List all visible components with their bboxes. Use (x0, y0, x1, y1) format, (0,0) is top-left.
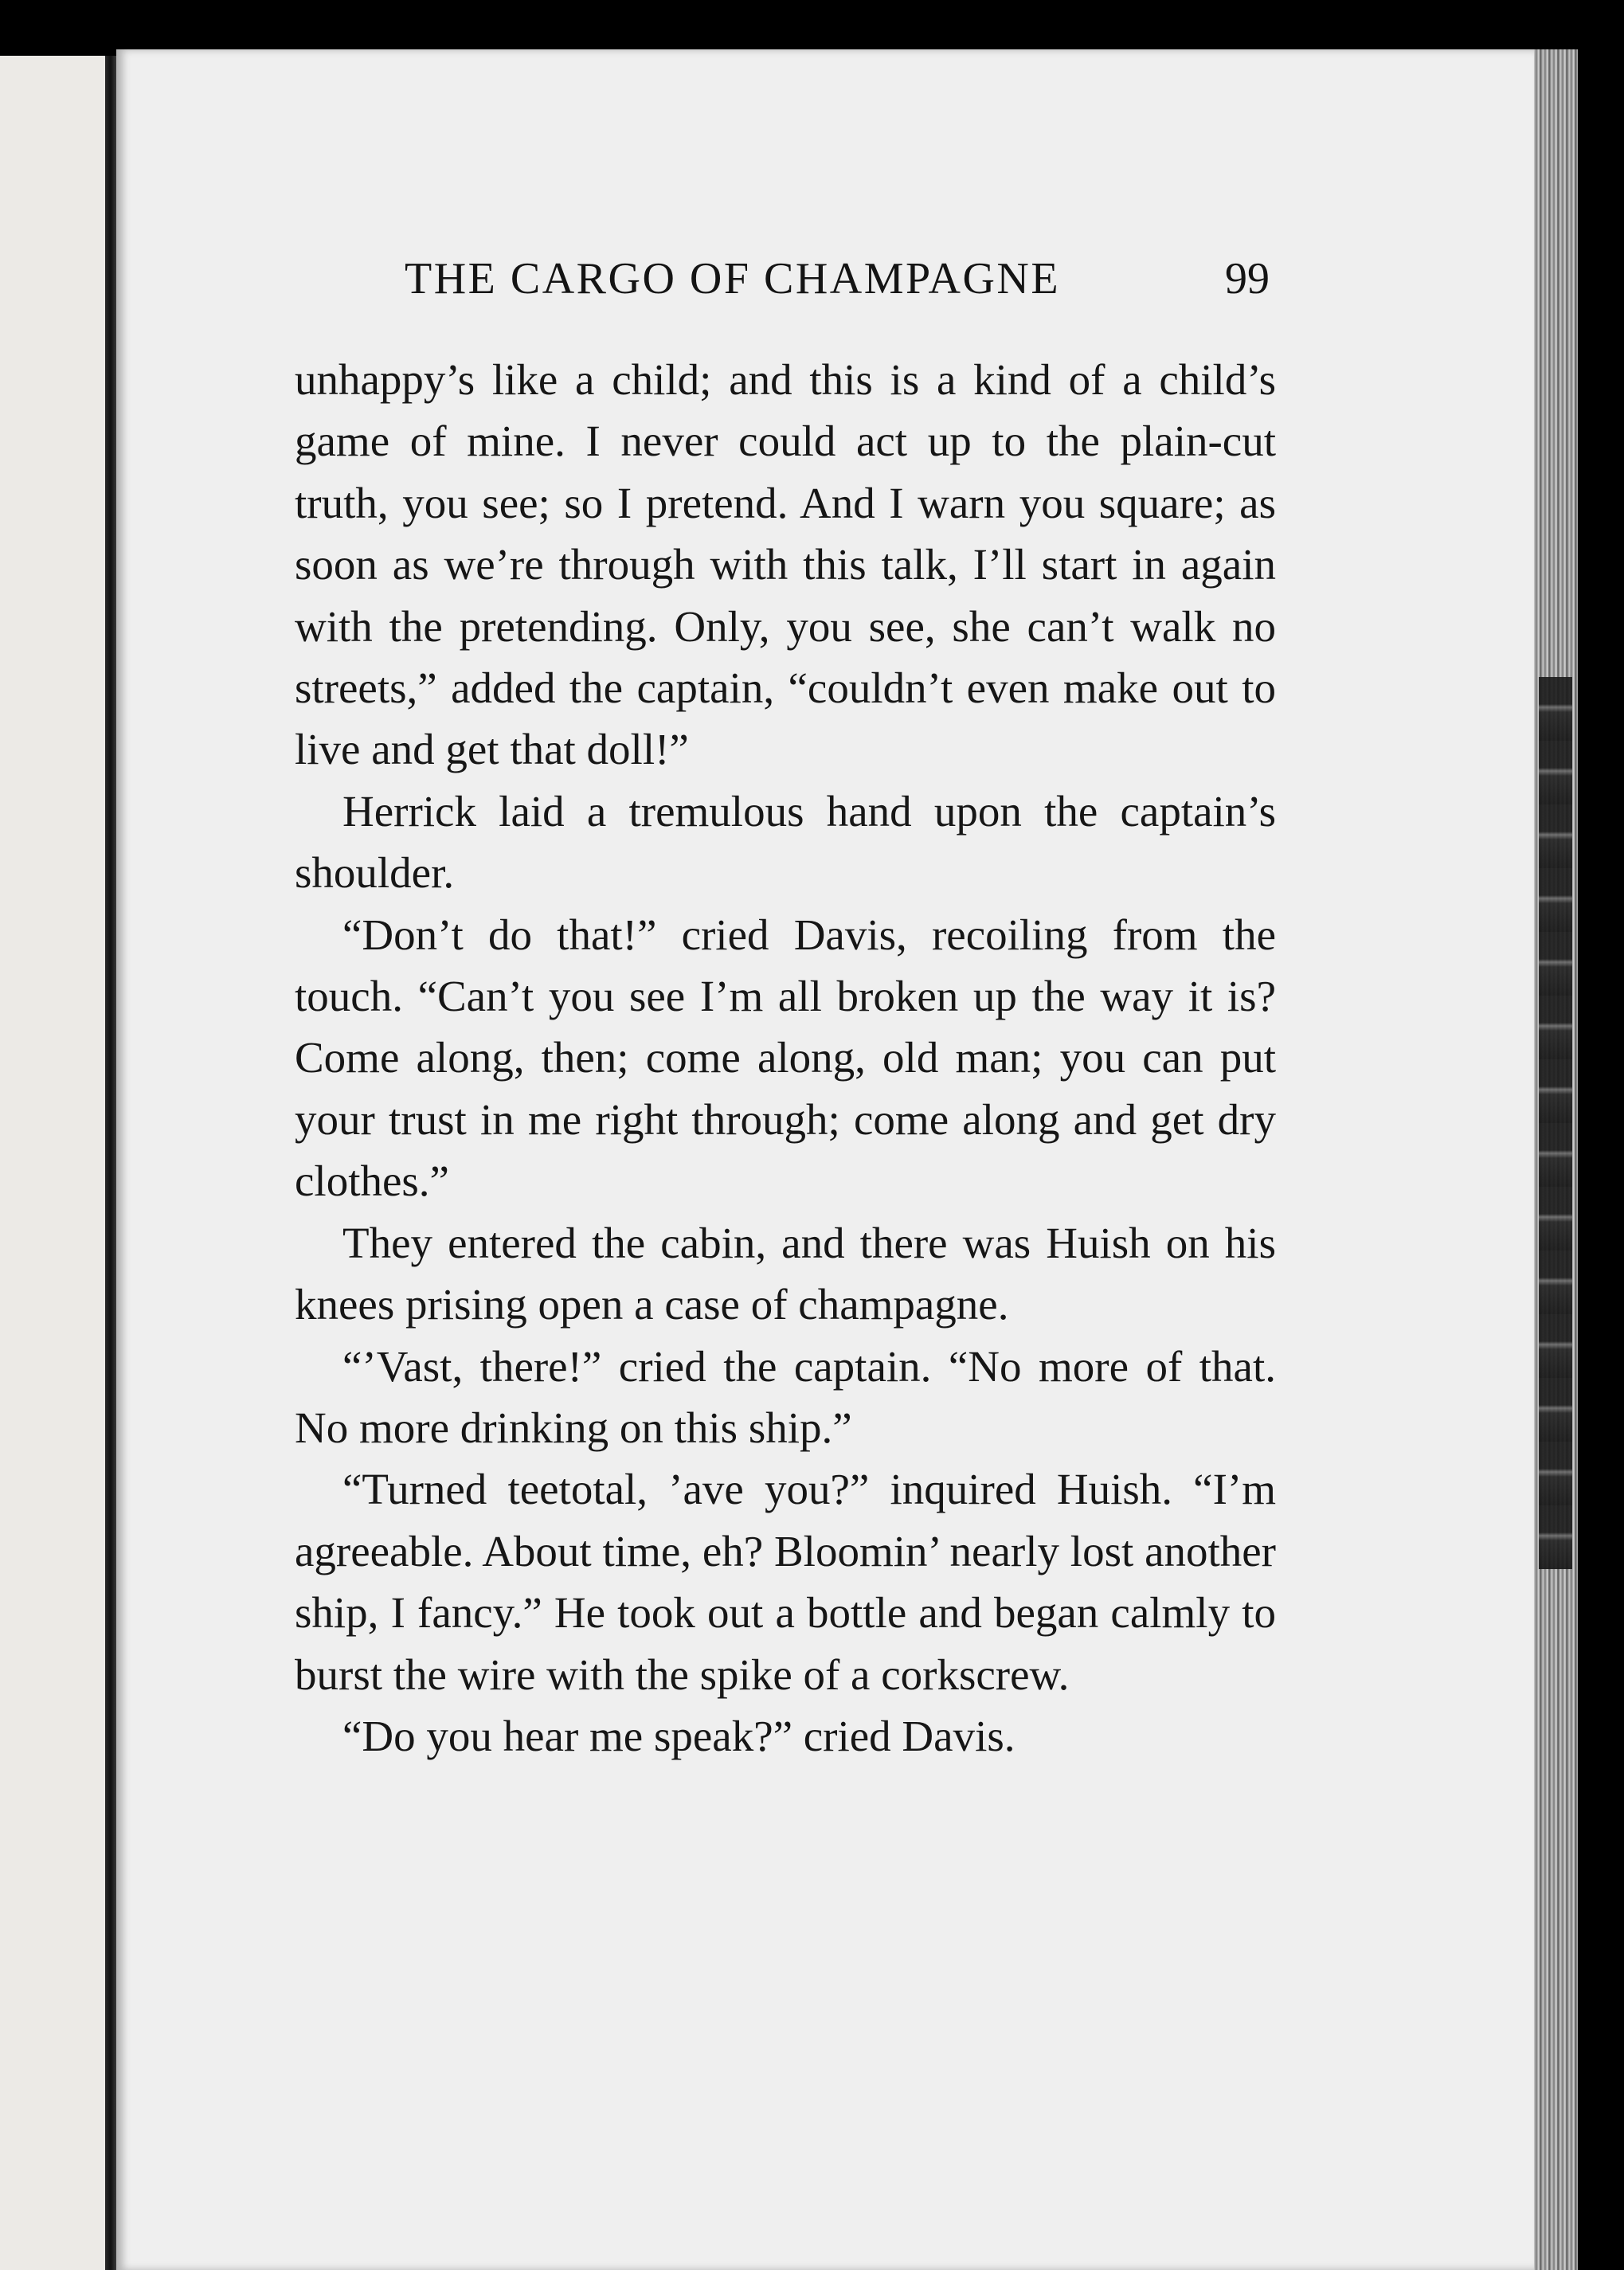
paragraph: They entered the cabin, and there was Huish on his knees prising open a case of champagne. (295, 1218, 1276, 1329)
book-gutter (105, 56, 116, 2270)
running-head: THE CARGO OF CHAMPAGNE (405, 254, 1061, 303)
previous-page-edge (0, 56, 110, 2270)
spine-print-edge (1539, 677, 1572, 1569)
paragraph: Herrick laid a tremulous hand upon the captain’s shoulder. (295, 786, 1276, 898)
body-text (295, 349, 1276, 1767)
paragraph: “Turned teetotal, ’ave you?” inquired Huish. “I’m agreeable. About time, eh? Bloomin’ nearly lost another ship, I fancy.” He took out a bottle and began calmly to burst the wire with the spike of a corkscrew. (295, 1465, 1276, 1699)
paragraph: “’Vast, there!” cried the captain. “No more of that. No more drinking on this ship.” (295, 1341, 1276, 1452)
page-number: 99 (1225, 254, 1270, 303)
paragraph: “Do you hear me speak?” cried Davis. (342, 1711, 1015, 1760)
scan-background (1578, 0, 1624, 2270)
paragraph: unhappy’s like a child; and this is a kind of a child’s game of mine. I never could act up to the plain-cut truth, you see; so I pretend. And I warn you square; as soon as we’re through with this talk, I’ll start in again with the pretending. Only, you see, she can’t walk no streets,” added the captain, “couldn’t even make out to live and get that doll!” (295, 355, 1276, 774)
paragraph: “Don’t do that!” cried Davis, recoiling from the touch. “Can’t you see I’m all broken up the way it is? Come along, then; come along, old man; you can put your trust in me right through; come along and get dry clothes.” (295, 910, 1276, 1206)
